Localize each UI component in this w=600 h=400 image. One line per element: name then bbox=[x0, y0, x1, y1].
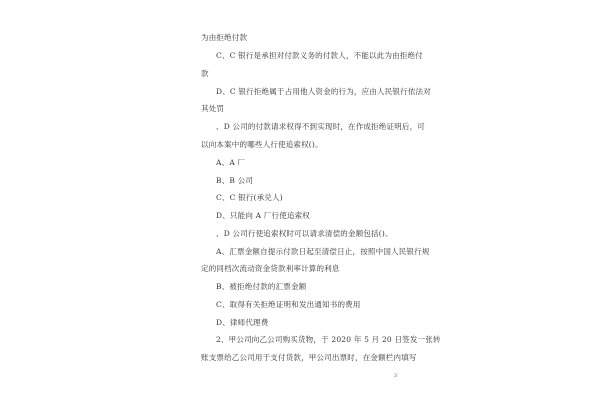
text-line-2: C、C 银行是承担对付款义务的付款人，不能以此为由拒绝付 bbox=[216, 51, 423, 60]
text-line-11: D、只能向 A 厂行使追索权 bbox=[216, 211, 310, 220]
text-line-8: A、A 厂 bbox=[216, 158, 246, 167]
text-line-3: 款 bbox=[201, 69, 209, 78]
text-line-4: D、C 银行拒绝属于占用他人资金的行为，应由人民银行依法对 bbox=[216, 87, 431, 96]
text-line-7: 以向本案中的哪些人行使追索权()。 bbox=[201, 140, 323, 149]
text-line-5: 其处罚 bbox=[201, 104, 225, 113]
text-line-17: D、律师代理费 bbox=[216, 318, 269, 327]
page-number: 3 bbox=[393, 373, 397, 379]
text-line-19: 账支票给乙公司用于支付货款，甲公司出票时，在金额栏内填写 bbox=[201, 353, 417, 362]
text-line-16: C、取得有关拒绝证明和发出通知书的费用 bbox=[216, 300, 361, 309]
text-line-13: A、汇票金额自提示付款日起至清偿日止，按照中国人民银行规 bbox=[216, 247, 430, 256]
text-line-15: B、被拒绝付款的汇票金额 bbox=[216, 282, 307, 291]
text-line-10: C、C 银行(承兑人) bbox=[216, 193, 283, 202]
text-line-6: 、D 公司的付款请求权得不到实现时，在作成拒绝证明后，可 bbox=[216, 122, 425, 131]
text-line-12: 、D 公司行使追索权时可以请求清偿的金额包括()。 bbox=[216, 229, 393, 238]
text-line-14: 定的同档次流动资金贷款利率计算的利息 bbox=[201, 264, 340, 273]
text-line-9: B、B 公司 bbox=[216, 176, 254, 185]
text-line-1: 为由拒绝付款 bbox=[201, 33, 248, 42]
text-line-18: 2、甲公司向乙公司购买货物，于 2020 年 5 月 20 日签发一张转 bbox=[216, 335, 441, 344]
